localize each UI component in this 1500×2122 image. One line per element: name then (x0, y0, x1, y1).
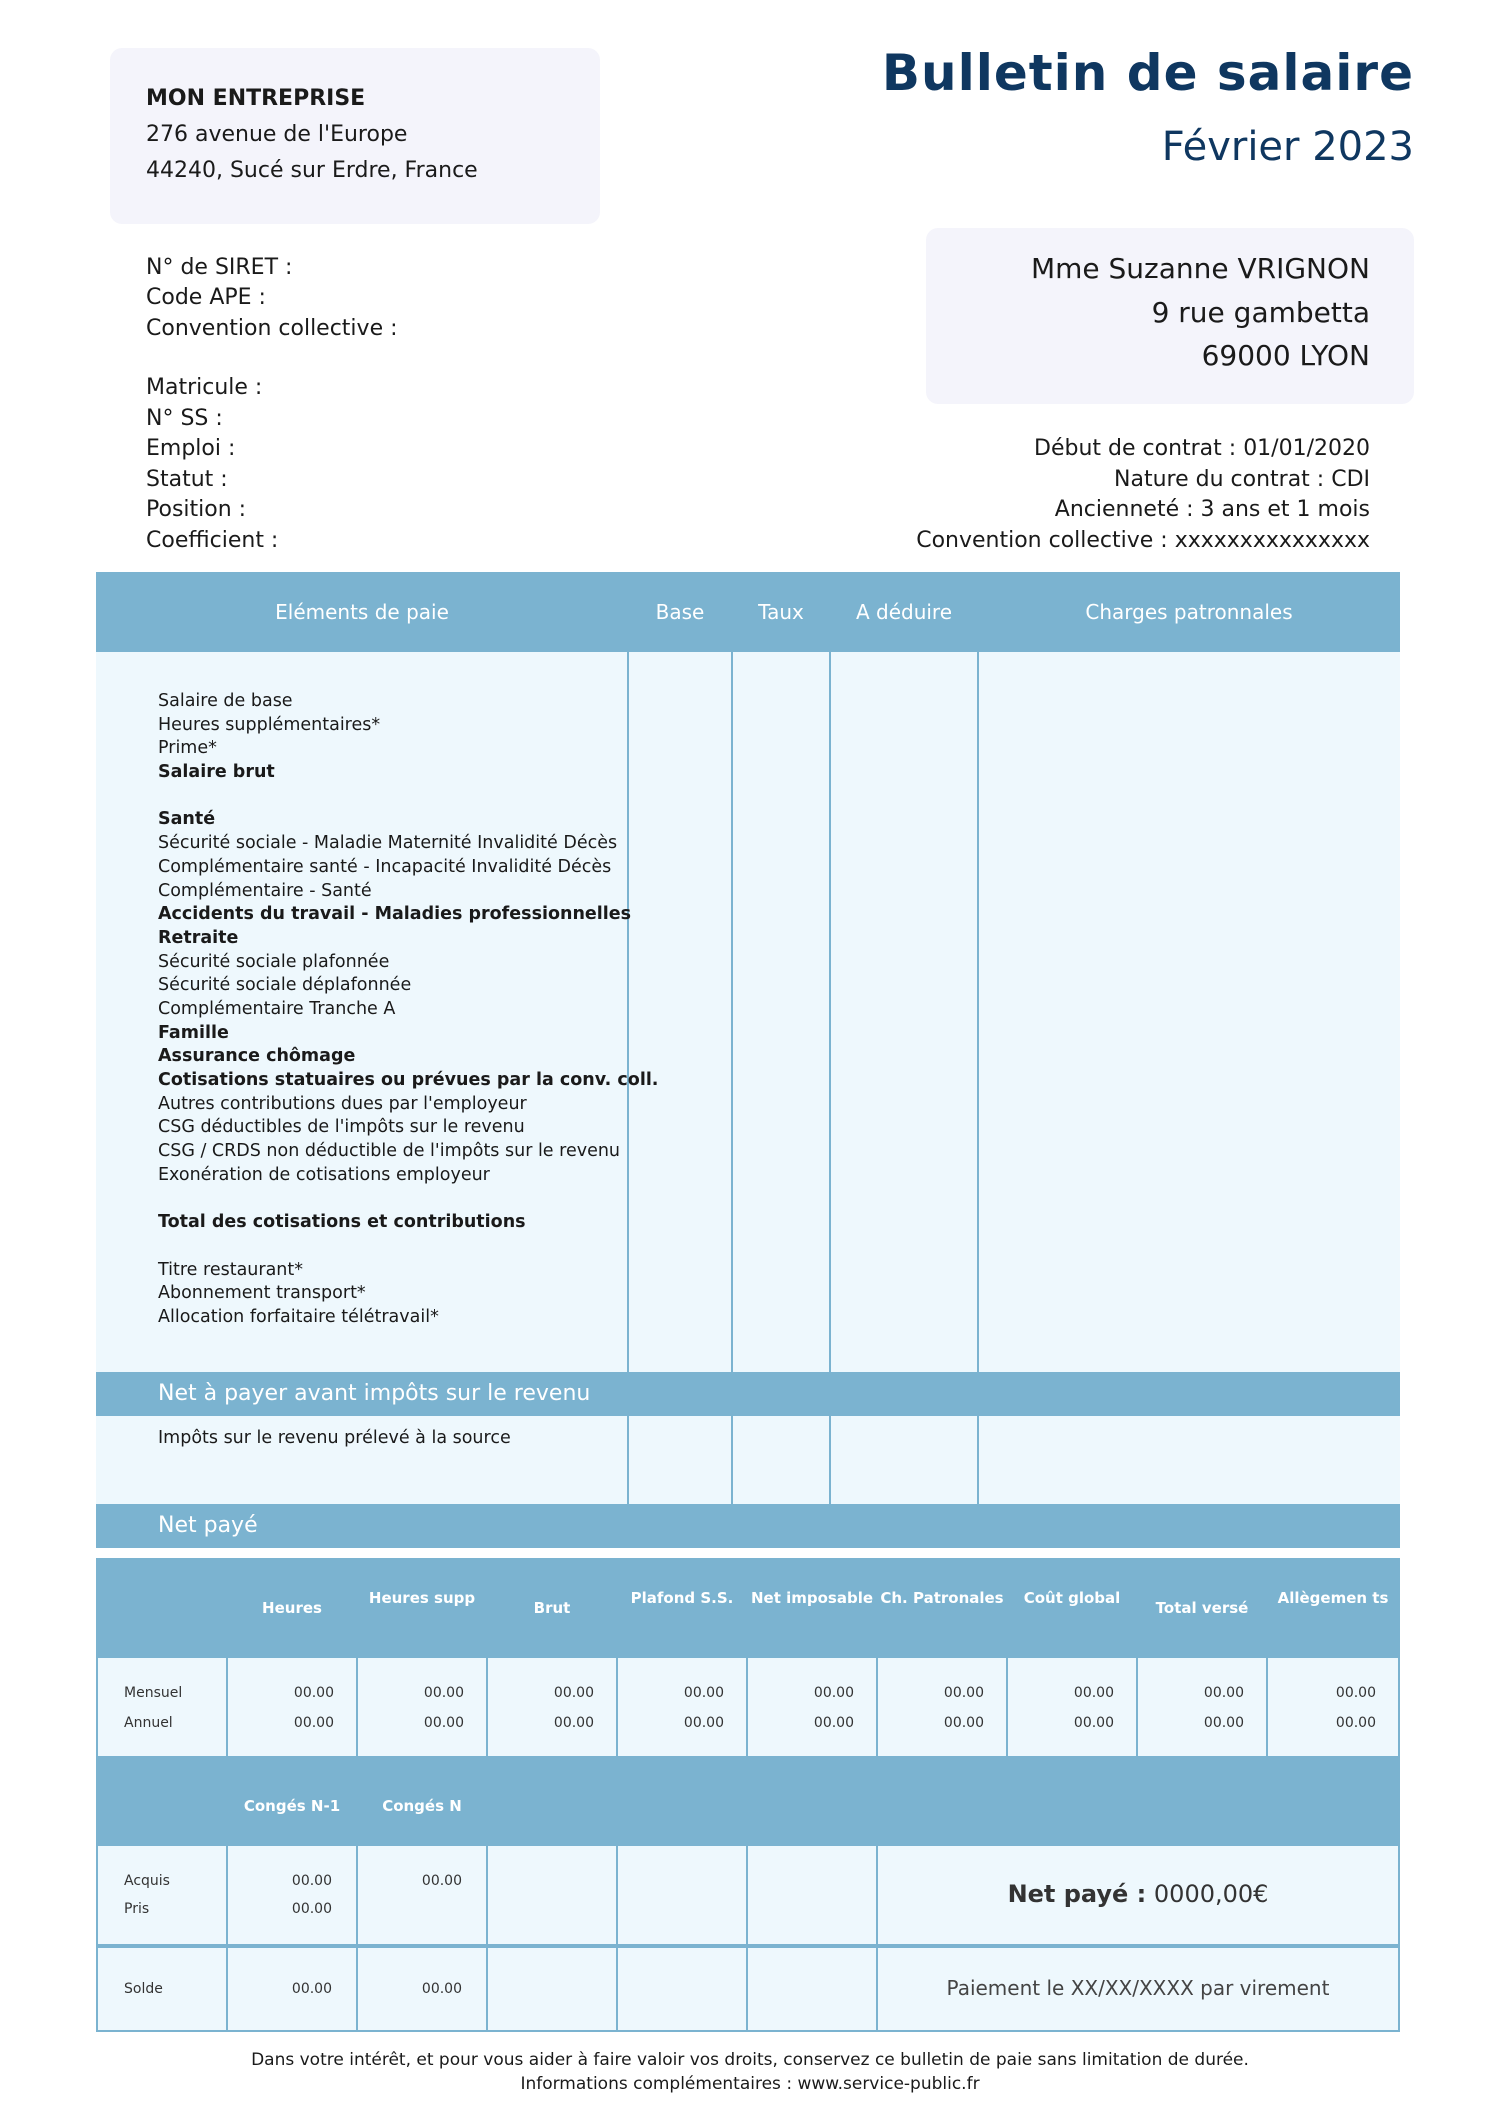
monthly-label: Mensuel (124, 1685, 183, 1701)
monthly-value: 00.00 (813, 1685, 854, 1701)
document-title: Bulletin de salaire (881, 44, 1414, 102)
net-paid-label: Net payé : (1007, 1880, 1147, 1908)
summary-header-reductions: Allègemen ts (1277, 1589, 1389, 1607)
solde-n-cell (358, 1948, 486, 2030)
annual-value: 00.00 (1203, 1715, 1244, 1731)
position-label: Position : (146, 497, 247, 522)
summary-grid (96, 1558, 1400, 2032)
contract-start: Début de contrat : 01/01/2020 (1034, 436, 1370, 461)
summary-value-cell (1008, 1658, 1136, 1756)
summary-value-cell (748, 1658, 876, 1756)
column-divider (627, 1416, 629, 1504)
company-box (110, 48, 600, 224)
pay-element-spacer (158, 1235, 658, 1259)
coefficient-label: Coefficient : (146, 528, 279, 553)
pay-element-list (158, 690, 658, 1330)
pay-element-row: Total des cotisations et contributions (158, 1212, 526, 1233)
solde-n1-value: 00.00 (291, 1981, 332, 1997)
pay-element-row: Salaire brut (158, 762, 275, 783)
monthly-value: 00.00 (1073, 1685, 1114, 1701)
pay-element-spacer (158, 1187, 658, 1211)
pay-element-row: Famille (158, 1022, 229, 1043)
monthly-value: 00.00 (553, 1685, 594, 1701)
column-divider (731, 652, 733, 1372)
annual-value: 00.00 (293, 1715, 334, 1731)
net-before-tax-band (96, 1372, 1400, 1416)
pay-element-row: CSG / CRDS non déductible de l'impôts sur le revenu (158, 1141, 621, 1162)
leave-n1-taken: 00.00 (291, 1901, 332, 1917)
col-header-taux: Taux (758, 600, 804, 624)
company-address-line2: 44240, Sucé sur Erdre, France (146, 158, 478, 183)
job-label: Emploi : (146, 436, 236, 461)
summary-header-taxable-net: Net imposable (750, 1589, 874, 1607)
pay-element-row: Heures supplémentaires* (158, 714, 381, 735)
convention-label: Convention collective : (146, 316, 398, 341)
contract-convention: Convention collective : xxxxxxxxxxxxxxx (916, 528, 1370, 553)
ss-number-label: N° SS : (146, 406, 223, 431)
column-divider (977, 652, 979, 1372)
leave-n1-cell (228, 1846, 356, 1944)
pay-table-header (96, 572, 1400, 652)
acquired-label: Acquis (124, 1873, 170, 1889)
employee-box (926, 228, 1414, 404)
pay-element-row: Complémentaire - Santé (158, 880, 372, 901)
company-name: MON ENTREPRISE (146, 86, 366, 111)
employee-city: 69000 LYON (1201, 339, 1370, 372)
pay-element-row: Abonnement transport* (158, 1283, 366, 1304)
empty-cell (748, 1846, 876, 1944)
net-before-tax-label: Net à payer avant impôts sur le revenu (158, 1381, 591, 1406)
pay-element-row: Santé (158, 809, 216, 830)
annual-value: 00.00 (553, 1715, 594, 1731)
summary-row-label-cell (98, 1658, 226, 1756)
annual-value: 00.00 (943, 1715, 984, 1731)
empty-cell (748, 1948, 876, 2030)
matricule-label: Matricule : (146, 375, 263, 400)
company-address-line1: 276 avenue de l'Europe (146, 122, 408, 147)
summary-header-overtime: Heures supp (368, 1589, 476, 1607)
pay-element-row: Autres contributions dues par l'employeur (158, 1093, 527, 1114)
summary-value-cell (1138, 1658, 1266, 1756)
column-divider (977, 1416, 979, 1504)
monthly-value: 00.00 (293, 1685, 334, 1701)
annual-value: 00.00 (813, 1715, 854, 1731)
monthly-value: 00.00 (423, 1685, 464, 1701)
pay-element-row: Sécurité sociale - Maladie Maternité Invalidité Décès (158, 833, 618, 854)
solde-label-cell (98, 1948, 226, 2030)
pay-element-row: Complémentaire Tranche A (158, 998, 396, 1019)
document-period: Février 2023 (1161, 124, 1414, 170)
payment-info: Paiement le XX/XX/XXXX par virement (946, 1976, 1330, 2000)
empty-cell (488, 1948, 616, 2030)
summary-header-total-paid: Total versé (1155, 1599, 1249, 1617)
leave-n-acquired: 00.00 (421, 1873, 462, 1889)
leave-n1-acquired: 00.00 (291, 1873, 332, 1889)
summary-value-cell (1268, 1658, 1398, 1756)
siret-label: N° de SIRET : (146, 255, 293, 280)
col-header-charges: Charges patronnales (1085, 600, 1293, 624)
column-divider (829, 652, 831, 1372)
leave-header-n1: Congés N-1 (243, 1797, 341, 1815)
leave-header-n: Congés N (382, 1797, 462, 1815)
tax-row-label: Impôts sur le revenu prélevé à la source (158, 1428, 511, 1448)
annual-label: Annuel (124, 1715, 173, 1731)
contract-nature: Nature du contrat : CDI (1114, 467, 1370, 492)
empty-cell (488, 1846, 616, 1944)
pay-element-row: Sécurité sociale déplafonnée (158, 975, 412, 996)
monthly-value: 00.00 (1335, 1685, 1376, 1701)
contract-seniority: Ancienneté : 3 ans et 1 mois (1054, 497, 1370, 522)
leave-label-cell (98, 1846, 226, 1944)
monthly-value: 00.00 (943, 1685, 984, 1701)
summary-header-ss-ceiling: Plafond S.S. (630, 1589, 734, 1607)
summary-header-gross: Brut (533, 1599, 571, 1617)
net-paid-cell (878, 1846, 1398, 1944)
solde-label: Solde (124, 1981, 163, 1997)
annual-value: 00.00 (683, 1715, 724, 1731)
leave-n-cell (358, 1846, 486, 1944)
pay-element-spacer (158, 785, 658, 809)
pay-element-row: Retraite (158, 927, 239, 948)
summary-header-hours: Heures (262, 1599, 322, 1617)
solde-n1-cell (228, 1948, 356, 2030)
empty-cell (618, 1948, 746, 2030)
pay-element-row: Exonération de cotisations employeur (158, 1164, 490, 1185)
col-header-elements: Eléments de paie (275, 600, 449, 624)
pay-element-row: Accidents du travail - Maladies professionnelles (158, 904, 632, 925)
annual-value: 00.00 (423, 1715, 464, 1731)
monthly-value: 00.00 (683, 1685, 724, 1701)
ape-label: Code APE : (146, 285, 266, 310)
taken-label: Pris (124, 1901, 150, 1917)
pay-element-row: CSG déductibles de l'impôts sur le revenu (158, 1117, 525, 1138)
pay-element-row: Titre restaurant* (158, 1259, 304, 1280)
tax-row (96, 1416, 1400, 1504)
footer-notice: Dans votre intérêt, et pour vous aider à faire valoir vos droits, conservez ce bulletin de paie sans limitation de durée. (251, 2050, 1249, 2070)
column-divider (731, 1416, 733, 1504)
summary-header-employer-charges: Ch. Patronales (880, 1589, 1004, 1607)
payment-cell (878, 1948, 1398, 2030)
solde-n-value: 00.00 (421, 1981, 462, 1997)
footer-info: Informations complémentaires : www.service-public.fr (520, 2074, 980, 2094)
net-paid-band (96, 1504, 1400, 1548)
pay-element-row: Salaire de base (158, 691, 293, 711)
empty-cell (618, 1846, 746, 1944)
pay-element-row: Assurance chômage (158, 1046, 356, 1067)
pay-element-row: Prime* (158, 738, 217, 759)
summary-value-cell (618, 1658, 746, 1756)
summary-value-cell (488, 1658, 616, 1756)
pay-element-row: Complémentaire santé - Incapacité Invalidité Décès (158, 856, 612, 877)
net-paid-value: 0000,00€ (1153, 1880, 1269, 1908)
net-paid-summary (878, 1880, 1398, 1908)
status-label: Statut : (146, 467, 228, 492)
summary-value-cell (228, 1658, 356, 1756)
employee-street: 9 rue gambetta (1151, 296, 1370, 329)
employee-name: Mme Suzanne VRIGNON (1030, 252, 1370, 285)
pay-element-row: Cotisations statuaires ou prévues par la conv. coll. (158, 1070, 659, 1090)
summary-value-cell (358, 1658, 486, 1756)
net-paid-band-label: Net payé (158, 1513, 258, 1538)
column-divider (829, 1416, 831, 1504)
summary-header-total-cost: Coût global (1023, 1589, 1121, 1607)
summary-value-cell (878, 1658, 1006, 1756)
monthly-value: 00.00 (1203, 1685, 1244, 1701)
annual-value: 00.00 (1073, 1715, 1114, 1731)
pay-table-body (96, 652, 1400, 1372)
col-header-deduire: A déduire (855, 600, 953, 624)
pay-element-row: Allocation forfaitaire télétravail* (158, 1306, 439, 1327)
pay-element-row: Sécurité sociale plafonnée (158, 951, 390, 972)
annual-value: 00.00 (1335, 1715, 1376, 1731)
col-header-base: Base (655, 600, 705, 624)
